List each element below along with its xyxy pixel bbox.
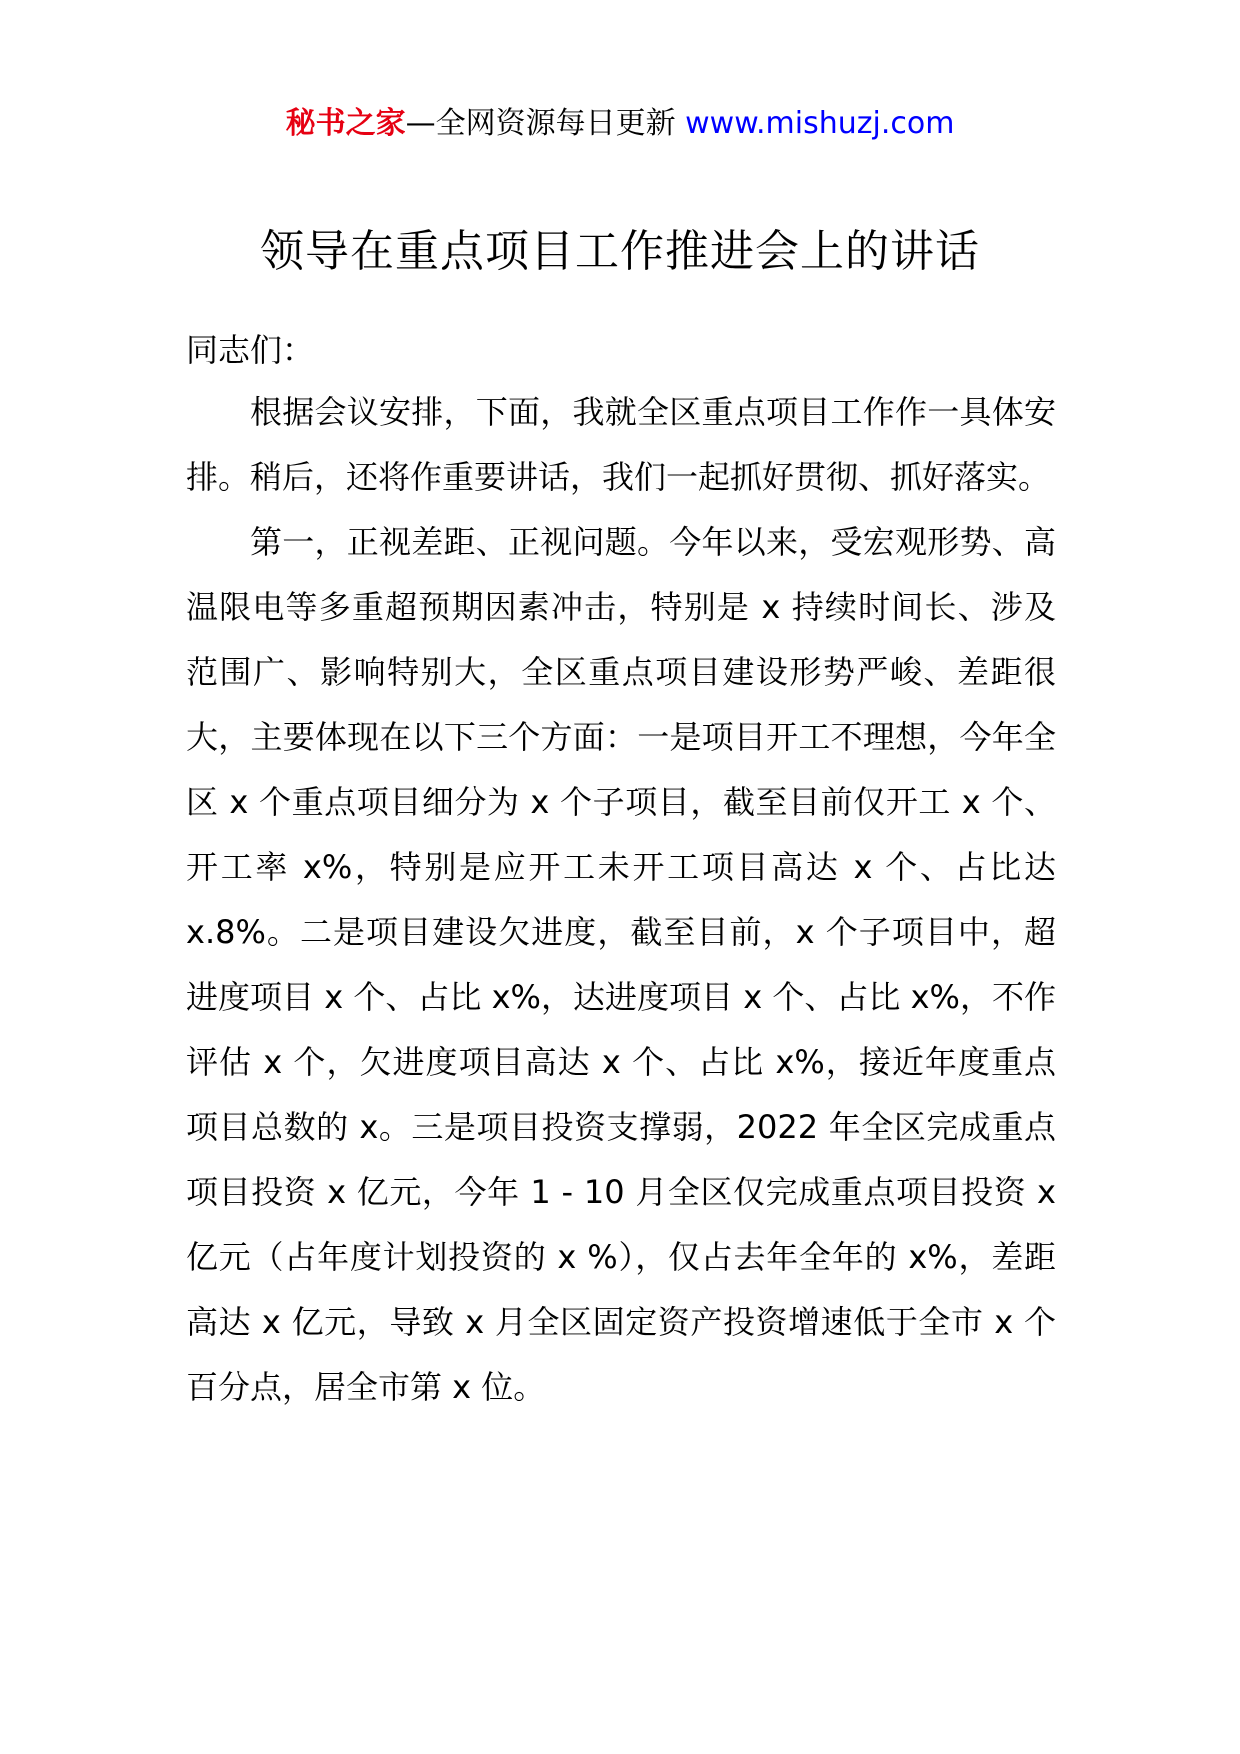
site-brand: 秘书之家 [285,106,406,141]
site-url-link[interactable]: www.mishuzj.com [685,106,955,141]
document-title: 领导在重点项目工作推进会上的讲话 [260,226,980,277]
site-header [0,102,1240,146]
paragraph-intro: 根据会议安排，下面，我就全区重点项目工作作一具体安排。稍后，还将作重要讲话，我们一起抓好贯彻、抓好落实。 [186,393,1056,496]
document-body [186,320,1056,1420]
site-tagline: —全网资源每日更新 [405,106,676,141]
salutation: 同志们： [186,331,315,369]
paragraph-section-one: 第一，正视差距、正视问题。今年以来，受宏观形势、高温限电等多重超预期因素冲击，特别是 x 持续时间长、涉及范围广、影响特别大，全区重点项目建设形势严峻、差距很大，主要体现在以下三个方面：一是项目开工不理想，今年全区 x 个重点项目细分为 x 个子项目，截至目前仅开工 x 个、开工率 x%，特别是应开工未开工项目高达 x 个、占比达 x.8%。二是项目建设欠进度，截至目前，x 个子项目中，超进度项目 x 个、占比 x%，达进度项目 x 个、占比 x%，不作评估 x 个，欠进度项目高达 x 个、占比 x%，接近年度重点项目总数的 x。三是项目投资支撑弱，2022 年全区完成重点项目投资 x 亿元，今年 1 - 10 月全区仅完成重点项目投资 x 亿元（占年度计划投资的 x %），仅占去年全年的 x%，差距高达 x 亿元，导致 x 月全区固定资产投资增速低于全市 x 个百分点，居全市第 x 位。 [186,523,1056,1406]
